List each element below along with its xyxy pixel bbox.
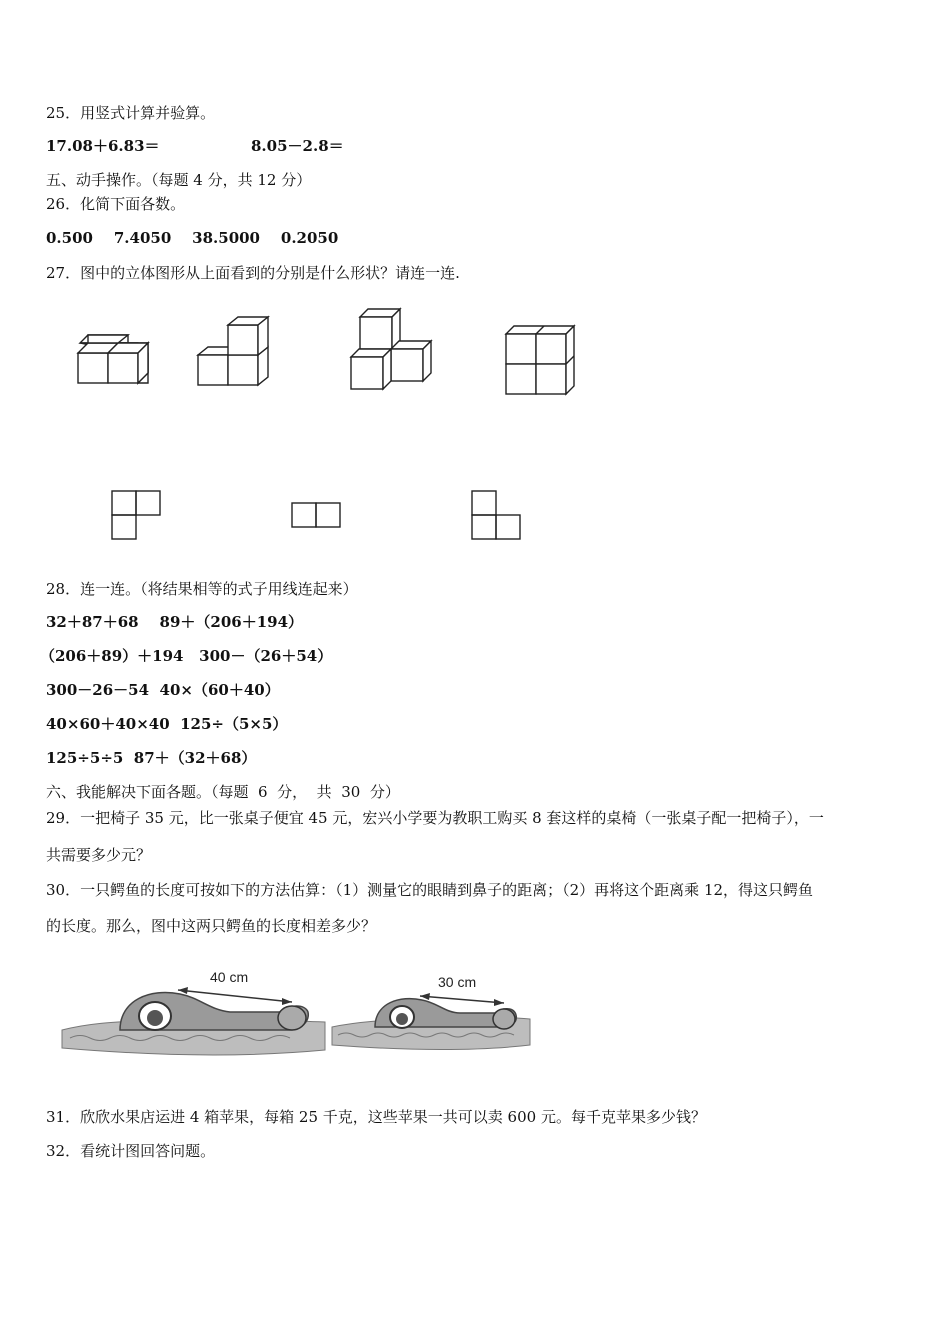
- crocodile-image-2: [330, 965, 535, 1055]
- crocodile-image-1: [60, 960, 330, 1060]
- solid-figure-4: [500, 320, 585, 400]
- q28-row-2: （206＋89）＋194 300－（26＋54）: [40, 647, 333, 665]
- q26-numbers: 0.500 7.4050 38.5000 0.2050: [46, 229, 339, 247]
- section5-title: 五、动手操作。（每题 4 分，共 12 分）: [46, 171, 312, 189]
- q27-title: 27．图中的立体图形从上面看到的分别是什么形状？请连一连.: [46, 264, 460, 282]
- solid-figure-1: [70, 325, 160, 395]
- q28-row-5: 125÷5÷5 87＋（32＋68）: [46, 749, 257, 767]
- q29-line-1: 29．一把椅子 35 元，比一张桌子便宜 45 元，宏兴小学要为教职工购买 8 套这样的桌椅（一张桌子配一把椅子），一: [46, 809, 824, 827]
- q25-title: 25．用竖式计算并验算。: [46, 104, 216, 122]
- q26-title: 26．化简下面各数。: [46, 195, 186, 213]
- q25-expr-1: 17.08＋6.83＝: [46, 137, 160, 155]
- q25-expr-2: 8.05－2.8＝: [251, 137, 344, 155]
- q28-title: 28．连一连。（将结果相等的式子用线连起来）: [46, 580, 358, 598]
- top-view-1: [111, 490, 163, 540]
- q25-expressions: [46, 136, 344, 156]
- solid-figure-3: [345, 305, 440, 395]
- q30-line-1: 30．一只鳄鱼的长度可按如下的方法估算：（1）测量它的眼睛到鼻子的距离；（2）再将这个距离乘 12，得这只鳄鱼: [46, 881, 814, 899]
- top-view-3: [471, 490, 523, 540]
- q31-text: 31．欣欣水果店运进 4 箱苹果，每箱 25 千克，这些苹果一共可以卖 600 元。每千克苹果多少钱？: [46, 1108, 706, 1126]
- q28-row-4: 40×60＋40×40 125÷（5×5）: [46, 715, 288, 733]
- crocodile-2-measure-label: 30 cm: [438, 974, 477, 990]
- top-view-2: [291, 502, 343, 528]
- q29-line-2: 共需要多少元？: [46, 846, 152, 864]
- q32-text: 32．看统计图回答问题。: [46, 1142, 216, 1160]
- crocodile-1-measure-label: 40 cm: [210, 969, 249, 985]
- solid-figure-2: [195, 315, 275, 395]
- q30-line-2: 的长度。那么，图中这两只鳄鱼的长度相差多少？: [46, 917, 377, 935]
- section6-title: 六、我能解决下面各题。（每题 6 分， 共 30 分）: [46, 783, 400, 801]
- q28-row-1: 32＋87＋68 89＋（206＋194）: [46, 613, 304, 631]
- q28-row-3: 300－26－54 40×（60＋40）: [46, 681, 280, 699]
